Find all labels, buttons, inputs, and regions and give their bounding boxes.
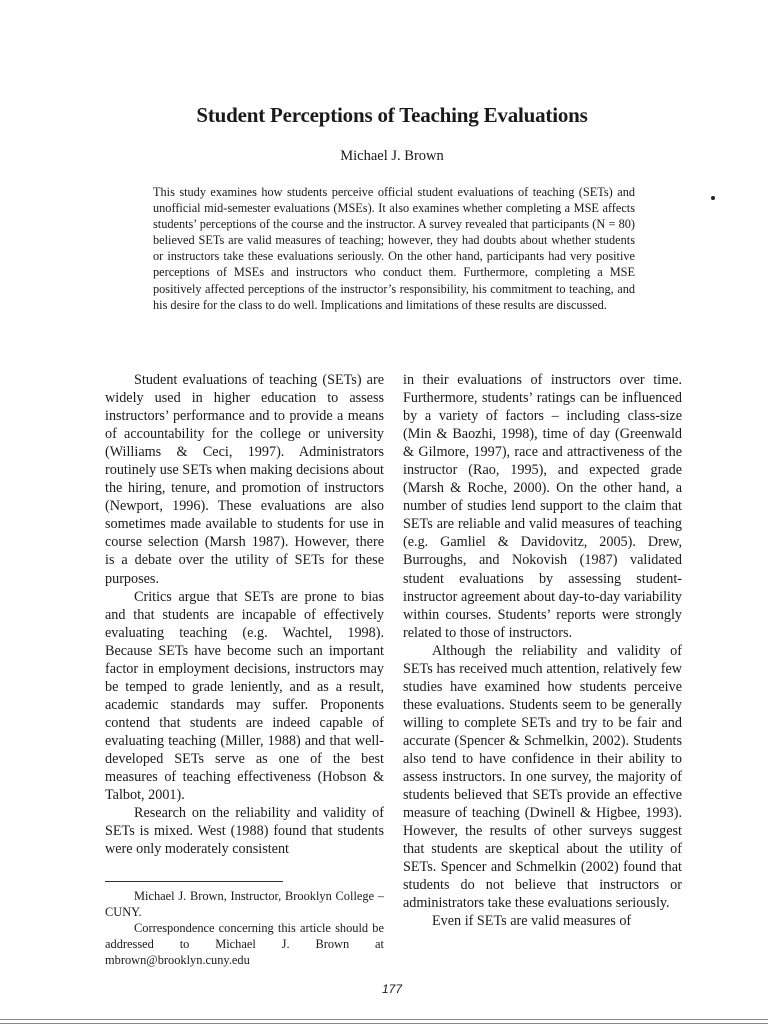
paragraph: Critics argue that SETs are prone to bias and that students are incapable of effectively evaluating teaching (e.g. Wachtel, 1998). Because SETs have become such an important factor in employment decisions, instructors may be temped to grade leniently, and as a result, academic standards may suffer. Proponents contend that students are indeed capable of evaluating teaching (Miller, 1988) and that well-developed SETs serve as one of the best measures of teaching effectiveness (Hobson & Talbot, 2001).: [105, 588, 384, 804]
page-number: 177: [381, 982, 403, 996]
paper-title: Student Perceptions of Teaching Evaluations: [196, 103, 588, 127]
paragraph: Even if SETs are valid measures of: [432, 913, 632, 930]
author-name: Michael J. Brown: [340, 148, 444, 164]
scan-edge-line: [0, 1019, 768, 1020]
footnotes: [105, 888, 384, 968]
right-column: [403, 371, 682, 930]
abstract: This study examines how students perceive official student evaluations of teaching (SETs) and unofficial mid-semester evaluations (MSEs). It also examines whether completing a MSE affects students’ perceptions of the course and the instructor. A survey revealed that participants (N = 80) believed SETs are valid measures of teaching; however, they had doubts about whether students or instructors take these evaluations seriously. On the other hand, participants had very positive perceptions of MSEs and instructors who conduct them. Furthermore, completing a MSE positively affected perceptions of the instructor’s responsibility, his commitment to teaching, and his desire for the class to do well. Implications and limitations of these results are discussed.: [153, 185, 635, 312]
paragraph: Student evaluations of teaching (SETs) are widely used in higher education to assess instructors’ performance and to provide a means of accountability for the college or university (Williams & Ceci, 1997). Administrators routinely use SETs when making decisions about the hiring, tenure, and promotion of instructors (Newport, 1996). These evaluations are also sometimes made available to students for use in course selection (Marsh 1987). However, there is a debate over the utility of SETs for these purposes.: [105, 372, 384, 587]
footnote-rule: [105, 881, 283, 882]
paragraph: Research on the reliability and validity of SETs is mixed. West (1988) found that students were only moderately consistent: [105, 805, 384, 858]
paragraph: Although the reliability and validity of SETs has received much attention, relatively few studies have examined how students perceive these evaluations. Students seem to be generally willing to complete SETs and try to be fair and accurate (Spencer & Schmelkin, 2002). Students also tend to have confidence in their ability to assess instructors. In one survey, the majority of students believed that SETs provide an effective measure of teaching (Dwinell & Higbee, 1993). However, the results of other surveys suggest that students are skeptical about the utility of SETs. Spencer and Schmelkin (2002) found that students do not believe that instructors or administrators take these evaluations seriously.: [403, 642, 682, 912]
scan-speck: [711, 196, 715, 200]
footnote-correspondence: Correspondence concerning this article should be addressed to Michael J. Brown at mbrown@brooklyn.cuny.edu: [105, 921, 384, 967]
footnote-affiliation: Michael J. Brown, Instructor, Brooklyn College – CUNY.: [105, 889, 384, 919]
paragraph: in their evaluations of instructors over time. Furthermore, students’ ratings can be influenced by a variety of factors – including class-size (Min & Baozhi, 1998), time of day (Greenwald & Gilmore, 1997), race and attractiveness of the instructor (Rao, 1995), and expected grade (Marsh & Roche, 2000). On the other hand, a number of studies lend support to the claim that SETs are reliable and valid measures of teaching (e.g. Gamliel & Davidovitz, 2005). Drew, Burroughs, and Nokovish (1987) validated student evaluations by assessing student-instructor agreement about day-to-day variability within courses. Students’ reports were strongly related to those of instructors.: [403, 372, 682, 641]
left-column: [105, 371, 384, 858]
